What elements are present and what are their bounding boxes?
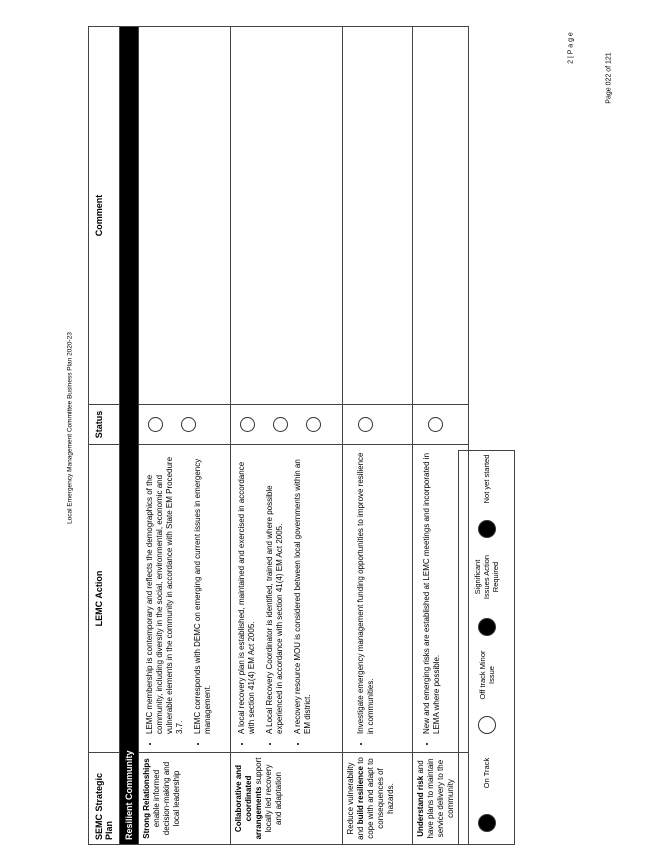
plan-cell <box>231 753 343 845</box>
filled-circle-icon <box>478 618 496 636</box>
document-header: Local Emergency Management Committee Business Plan 2020-23 <box>66 332 74 524</box>
column-header-semc-plan: SEMC Strategic Plan <box>89 753 120 845</box>
status-on-track-icon <box>273 417 288 432</box>
table-row <box>343 27 413 845</box>
action-item: • LEMC corresponds with DEMC on emerging and current issues in emergency management. <box>193 449 213 734</box>
action-item: • A recovery resource MOU is considered between local governments within an EM district. <box>293 449 313 734</box>
plan-text: and have plans to maintain service delivery to the community <box>416 758 455 839</box>
legend-label: Significant Issues Action Required <box>473 554 500 600</box>
status-cell <box>343 405 413 445</box>
status-cell <box>413 405 469 445</box>
status-on-track-icon <box>358 417 373 432</box>
plan-text: to cope with and adapt to consequences of hazards. <box>356 757 395 839</box>
plan-bold: Collaborative and coordinated arrangements <box>234 764 263 840</box>
section-row <box>120 27 139 845</box>
action-cell <box>139 445 231 753</box>
legend-off-track <box>459 648 514 746</box>
column-header-status: Status <box>89 405 120 445</box>
legend-label: On Track <box>482 757 491 789</box>
strategic-plan-table-container <box>88 26 455 845</box>
status-on-track-icon <box>240 417 255 432</box>
status-legend <box>458 450 515 845</box>
action-item: • A local recovery plan is established, maintained and exercised in accordance with section 41(4) EM Act 2005. <box>237 449 257 734</box>
plan-text: enable informed decision-making and local leadership <box>152 761 181 836</box>
action-item: • LEMC membership is contemporary and reflects the demographics of the community, including diversity in the social, environmental, economic and vulnerable elements in the community in accordance with State EM Procedure 3.7. <box>145 449 185 734</box>
filled-circle-icon <box>478 520 496 538</box>
plan-bold: Strong Relationships <box>142 758 151 839</box>
column-header-lemc-action: LEMC Action <box>89 445 120 753</box>
table-row <box>139 27 231 845</box>
plan-text: support locally led recovery and adaptation <box>254 757 283 833</box>
action-cell <box>343 445 413 753</box>
plan-bold: build resilience <box>356 766 365 825</box>
plan-cell <box>139 753 231 845</box>
legend-label: Off track Minor Issue <box>477 650 496 700</box>
filled-circle-icon <box>478 814 496 832</box>
legend-on-track <box>459 746 514 844</box>
status-cell <box>231 405 343 445</box>
section-title: Resilient Community <box>120 27 139 845</box>
legend-label: Not yet started <box>482 454 491 504</box>
table-row <box>231 27 343 845</box>
page-count: Page 022 of 121 <box>605 52 613 104</box>
column-header-comment: Comment <box>89 27 120 405</box>
comment-cell <box>139 27 231 405</box>
comment-cell <box>343 27 413 405</box>
plan-cell <box>343 753 413 845</box>
status-on-track-icon <box>181 417 196 432</box>
page-number: 2 | P a g e <box>567 32 575 64</box>
plan-text: Reduce vulnerability and <box>346 762 365 840</box>
legend-not-started <box>459 452 514 550</box>
action-cell <box>231 445 343 753</box>
status-on-track-icon <box>306 417 321 432</box>
action-item: • Investigate emergency management funding opportunities to improve resilience in communities. <box>356 449 376 734</box>
empty-circle-icon <box>478 716 496 734</box>
comment-cell <box>231 27 343 405</box>
status-on-track-icon <box>428 417 443 432</box>
strategic-plan-table <box>88 26 469 845</box>
legend-significant <box>459 550 514 648</box>
status-on-track-icon <box>148 417 163 432</box>
comment-cell <box>413 27 469 405</box>
plan-bold: Understand risk <box>416 775 425 837</box>
status-cell <box>139 405 231 445</box>
action-item: • New and emerging risks are established at LEMC meetings and incorporated in LEMA where possible. <box>422 449 442 734</box>
table-header-row <box>89 27 120 845</box>
action-item: • A Local Recovery Coordinator is identified, trained and where possible experienced in accordance with section 41(4) EM Act 2005. <box>265 449 285 734</box>
